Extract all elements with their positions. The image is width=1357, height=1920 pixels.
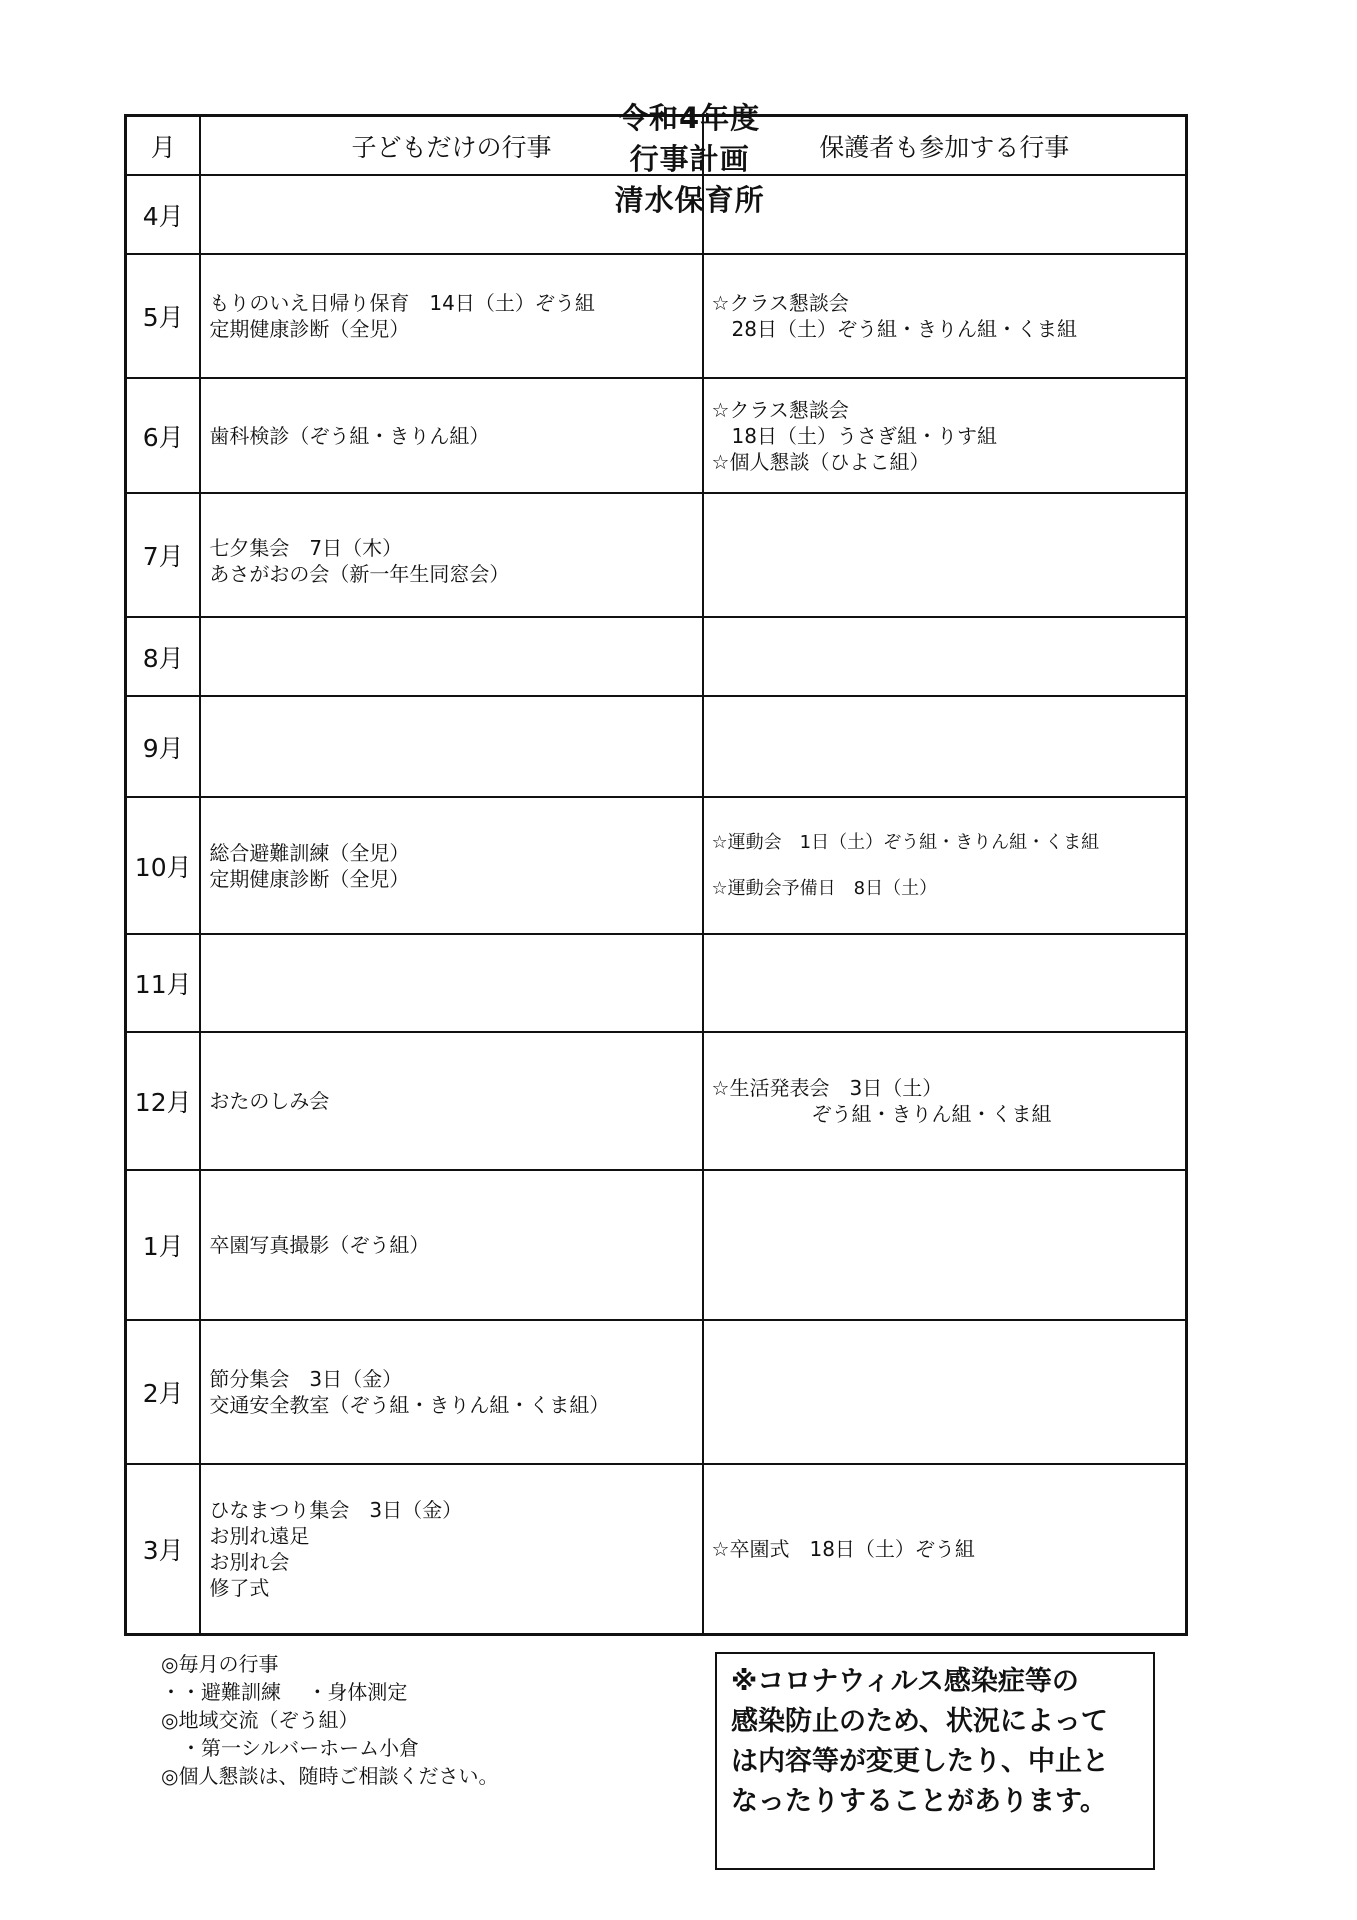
note-line: ◎個人懇談は、随時ご相談ください。 [161,1764,499,1788]
event-item: 18日（土）うさぎ組・りす組 [711,423,997,448]
note-line: ◎毎月の行事 [161,1652,279,1676]
table-row [126,175,1187,254]
table-row [126,1464,1187,1634]
event-item: 交通安全教室（ぞう組・きりん組・くま組） [209,1393,610,1417]
header-kids-events: 子どもだけの行事 [200,116,702,176]
schedule-table [124,114,1188,1636]
notice-line: 感染防止のため、状況によって [731,1706,1108,1737]
table-row [126,1170,1187,1320]
parent-events-cell [703,493,1187,617]
event-item: ☆運動会予備日 8日（土） [711,877,938,899]
event-item: 節分集会 3日（金） [209,1367,403,1391]
event-item: 総合避難訓練（全児） [209,840,410,865]
event-item: 修了式 [209,1575,270,1600]
event-item: お別れ会 [209,1549,290,1574]
event-item: ☆生活発表会 3日（土） [711,1076,943,1100]
note-line: ・第一シルバーホーム小倉 [161,1736,420,1760]
event-item: 28日（土）ぞう組・きりん組・くま組 [711,317,1077,341]
kids-events-cell [200,1032,702,1170]
kids-events-cell [200,1464,702,1634]
event-item: 七夕集会 7日（木） [209,536,403,560]
notice-line: なったりすることがあります。 [731,1786,1107,1817]
kids-events-cell [200,378,702,493]
parent-events-cell [703,1464,1187,1634]
month-cell: 1月 [126,1170,201,1320]
kids-events-cell [200,934,702,1032]
event-item: 定期健康診断（全児） [209,866,410,891]
event-item: ☆クラス懇談会 [711,291,849,315]
kids-events-cell [200,493,702,617]
event-item: ぞう組・きりん組・くま組 [711,1102,1052,1126]
event-item: あさがおの会（新一年生同窓会） [209,562,510,586]
event-item: ☆クラス懇談会 [711,397,849,422]
event-item: 卒園写真撮影（ぞう組） [209,1233,430,1257]
kids-events-cell [200,1170,702,1320]
event-item: 定期健康診断（全児） [209,317,410,341]
month-cell: 5月 [126,254,201,378]
parent-events-cell [703,1032,1187,1170]
month-cell: 12月 [126,1032,201,1170]
parent-events-cell [703,378,1187,493]
table-row [126,378,1187,493]
notice-line: ※コロナウィルス感染症等の [731,1666,1079,1697]
table-row [126,934,1187,1032]
kids-events-cell [200,617,702,696]
parent-events-cell [703,175,1187,254]
event-item: 歯科検診（ぞう組・きりん組） [209,423,490,448]
parent-events-cell [703,1170,1187,1320]
month-cell: 2月 [126,1320,201,1464]
event-item: ☆運動会 1日（土）ぞう組・きりん組・くま組 [711,831,1100,853]
title-plan: 行事計画 [629,142,750,176]
month-cell: 4月 [126,175,201,254]
table-row [126,1032,1187,1170]
header-parent-events: 保護者も参加する行事 [703,116,1187,176]
month-cell: 6月 [126,378,201,493]
header-month: 月 [126,116,201,176]
covid-notice-box [715,1652,1155,1870]
table-row [126,1320,1187,1464]
month-cell: 9月 [126,696,201,797]
month-cell: 8月 [126,617,201,696]
table-row [126,254,1187,378]
title-year: 令和4年度 [619,101,761,135]
note-line: ◎地域交流（ぞう組） [161,1708,359,1732]
kids-events-cell [200,1320,702,1464]
table-row [126,797,1187,934]
parent-events-cell [703,696,1187,797]
table-row [126,696,1187,797]
parent-events-cell [703,254,1187,378]
parent-events-cell [703,617,1187,696]
notice-line: は内容等が変更したり、中止と [731,1746,1109,1777]
header-row [126,116,1187,176]
parent-events-cell [703,797,1187,934]
month-cell: 10月 [126,797,201,934]
event-item: おたのしみ会 [209,1089,330,1113]
month-cell: 7月 [126,493,201,617]
note-line: ・・避難訓練 ・身体測定 [161,1680,408,1704]
kids-events-cell [200,175,702,254]
event-item: お別れ遠足 [209,1523,310,1548]
event-item: ☆卒園式 18日（土）ぞう組 [711,1536,975,1561]
title-school: 清水保育所 [614,183,765,217]
parent-events-cell [703,1320,1187,1464]
month-cell: 11月 [126,934,201,1032]
table-row [126,617,1187,696]
event-item: ☆個人懇談（ひよこ組） [711,449,930,474]
parent-events-cell [703,934,1187,1032]
kids-events-cell [200,797,702,934]
kids-events-cell [200,696,702,797]
monthly-notes [161,1650,681,1790]
event-item: もりのいえ日帰り保育 14日（土）ぞう組 [209,291,595,315]
kids-events-cell [200,254,702,378]
table-row [126,493,1187,617]
event-item: ひなまつり集会 3日（金） [209,1497,463,1522]
month-cell: 3月 [126,1464,201,1634]
